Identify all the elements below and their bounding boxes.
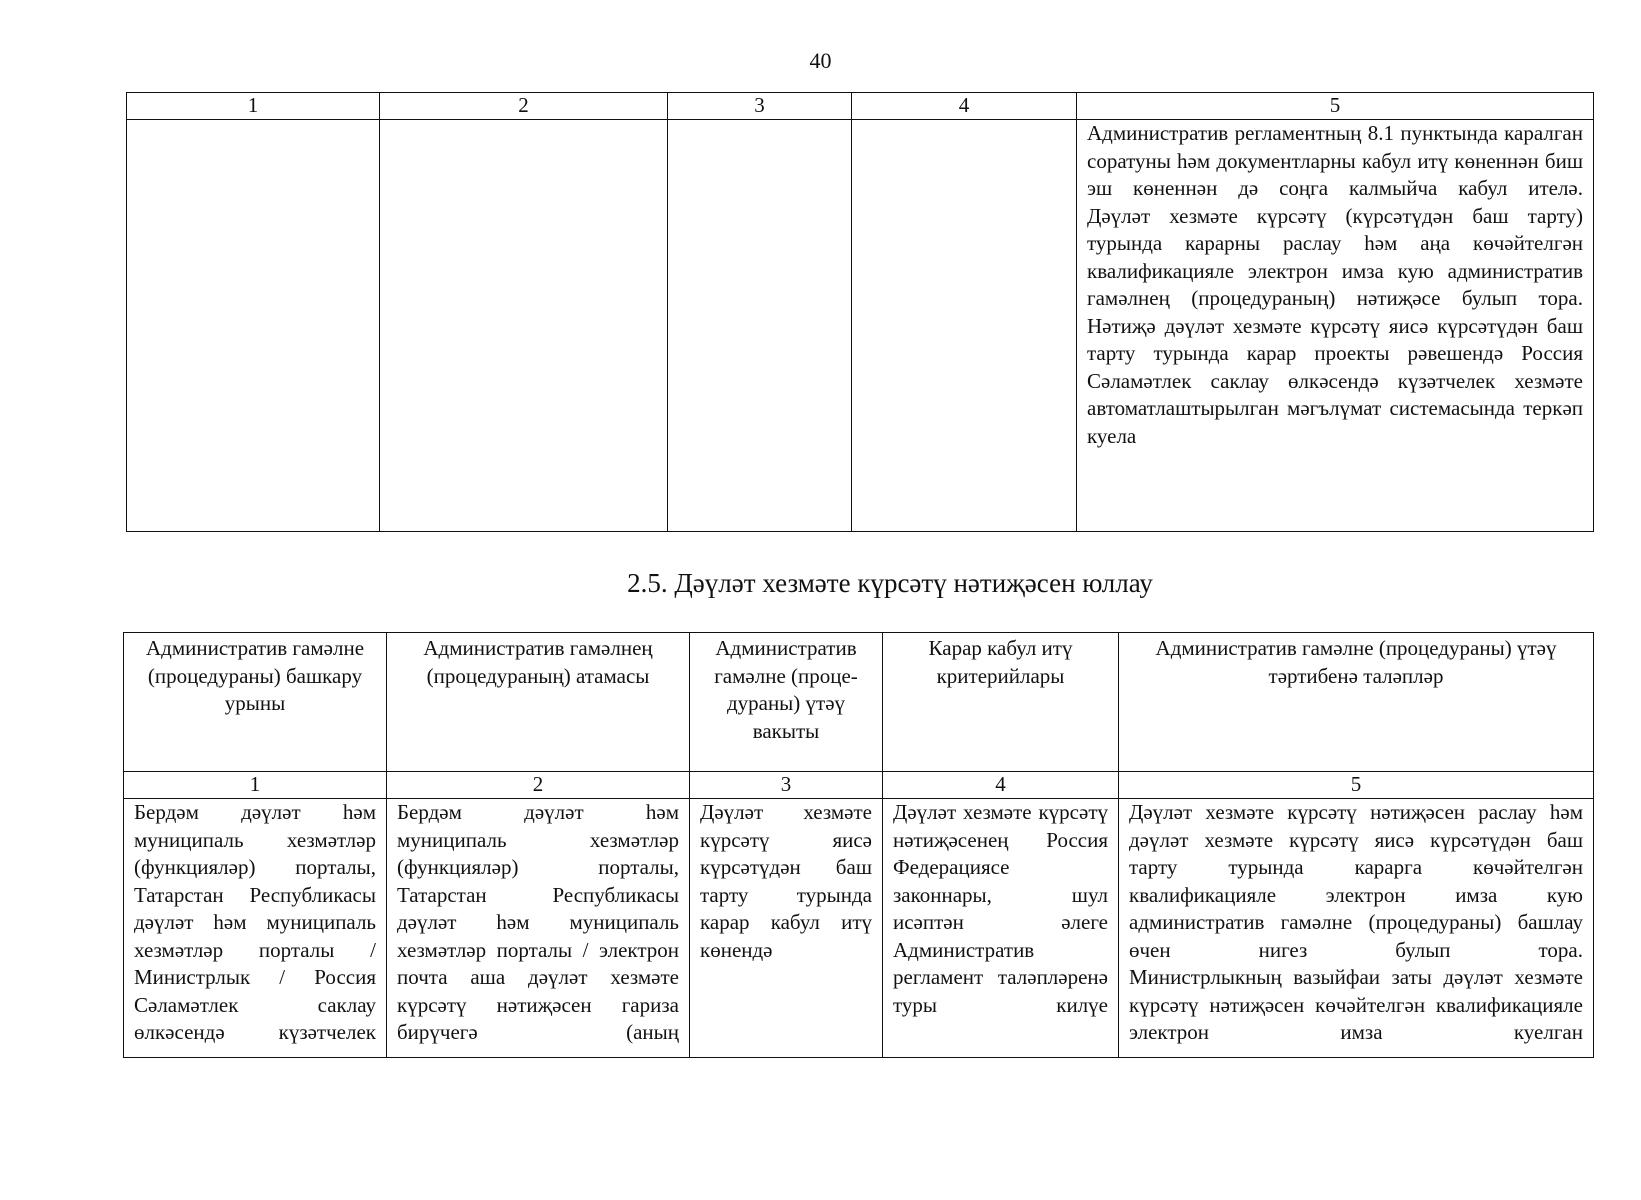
section-heading: 2.5. Дәүләт хезмәте күрсәтү нәтиҗәсен юллау [627, 568, 1153, 598]
page-number: 40 [809, 48, 832, 73]
column-header: Административ гамәлне (процедураны) башкару урыны [124, 633, 387, 772]
procedure-requirements-cell [1077, 120, 1594, 532]
empty-cell [127, 120, 380, 532]
column-header: Административ гамәлне (процедураны) үтәү тәртибенә таләпләр [1119, 633, 1594, 772]
procedure-location-cell: Бердәм дәүләт һәм муниципаль хезмәтләр (функцияләр) порталы, Татарстан Республикасы дәүләт һәм муниципаль хезмәтләр порталы / Министрлык / Россия Сәламәтлек саклау өлкәсендә күзәтчелек [124, 799, 387, 1058]
requirement-paragraph: Дәүләт хезмәте күрсәтү (күрсәтүдән баш тарту) турында карарны раслау һәм аңа көчәйтелгән квалификацияле электрон имза кую административ гамәлнең (процедураның) нәтиҗәсе булып тора. [1087, 203, 1583, 310]
column-number: 3 [668, 93, 852, 120]
column-number: 1 [127, 93, 380, 120]
column-number: 4 [883, 772, 1119, 799]
requirement-paragraph: Дәүләт хезмәте күрсәтү нәтиҗәсен раслау һәм дәүләт хезмәте күрсәтү яисә күрсәтүдән баш тарту турында карарга көчәйтелгән квалификацияле электрон имза кую административ гамәлне (процедураны) башлау өчен нигез булып тора. [1129, 800, 1583, 962]
top-table [126, 92, 1594, 532]
table-row [124, 799, 1594, 1058]
column-header: Административ гамәлне (проце-дураны) үтәү вакыты [690, 633, 883, 772]
empty-cell [380, 120, 668, 532]
decision-criteria-cell: Дәүләт хезмәте күрсәтү нәтиҗәсенең Россия Федерациясе законнары, шул исәптән әлеге Административ регламент таләпләренә туры килүе [883, 799, 1119, 1058]
requirement-paragraph: Административ регламентның 8.1 пунктында каралган соратуны һәм документларны кабул итү көненнән биш эш көненнән дә соңга калмыйча кабул ителә. [1087, 121, 1583, 200]
empty-cell [852, 120, 1077, 532]
column-header: Административ гамәлнең (процедураның) атамасы [387, 633, 690, 772]
header-row [124, 633, 1594, 772]
bottom-table [123, 632, 1594, 1058]
column-number: 2 [380, 93, 668, 120]
column-number-row [127, 93, 1594, 120]
column-number: 2 [387, 772, 690, 799]
requirement-paragraph: Министрлыкның вазыйфаи заты дәүләт хезмәте күрсәтү нәтиҗәсен көчәйтелгән квалификацияле электрон имза куелган [1129, 965, 1583, 1044]
column-number-row [124, 772, 1594, 799]
procedure-requirements-cell [1119, 799, 1594, 1058]
column-number: 3 [690, 772, 883, 799]
requirement-paragraph: Нәтиҗә дәүләт хезмәте күрсәтү яисә күрсәтүдән баш тарту турында карар проекты рәвешендә Россия Сәламәтлек саклау өлкәсендә күзәтчелек хезмәте автоматлаштырылган мәгълүмат системасында теркәп куела [1087, 313, 1583, 448]
column-number: 1 [124, 772, 387, 799]
procedure-time-cell: Дәүләт хезмәте күрсәтү яисә күрсәтүдән баш тарту турында карар кабул итү көнендә [690, 799, 883, 1058]
empty-cell [668, 120, 852, 532]
table-row [127, 120, 1594, 532]
column-number: 5 [1077, 93, 1594, 120]
column-number: 4 [852, 93, 1077, 120]
procedure-name-cell: Бердәм дәүләт һәм муниципаль хезмәтләр (функцияләр) порталы, Татарстан Республикасы дәүләт һәм муниципаль хезмәтләр порталы / электрон почта аша дәүләт хезмәте күрсәтү нәтиҗәсен гариза бирүчегә (аның [387, 799, 690, 1058]
column-number: 5 [1119, 772, 1594, 799]
column-header: Карар кабул итү критерийлары [883, 633, 1119, 772]
